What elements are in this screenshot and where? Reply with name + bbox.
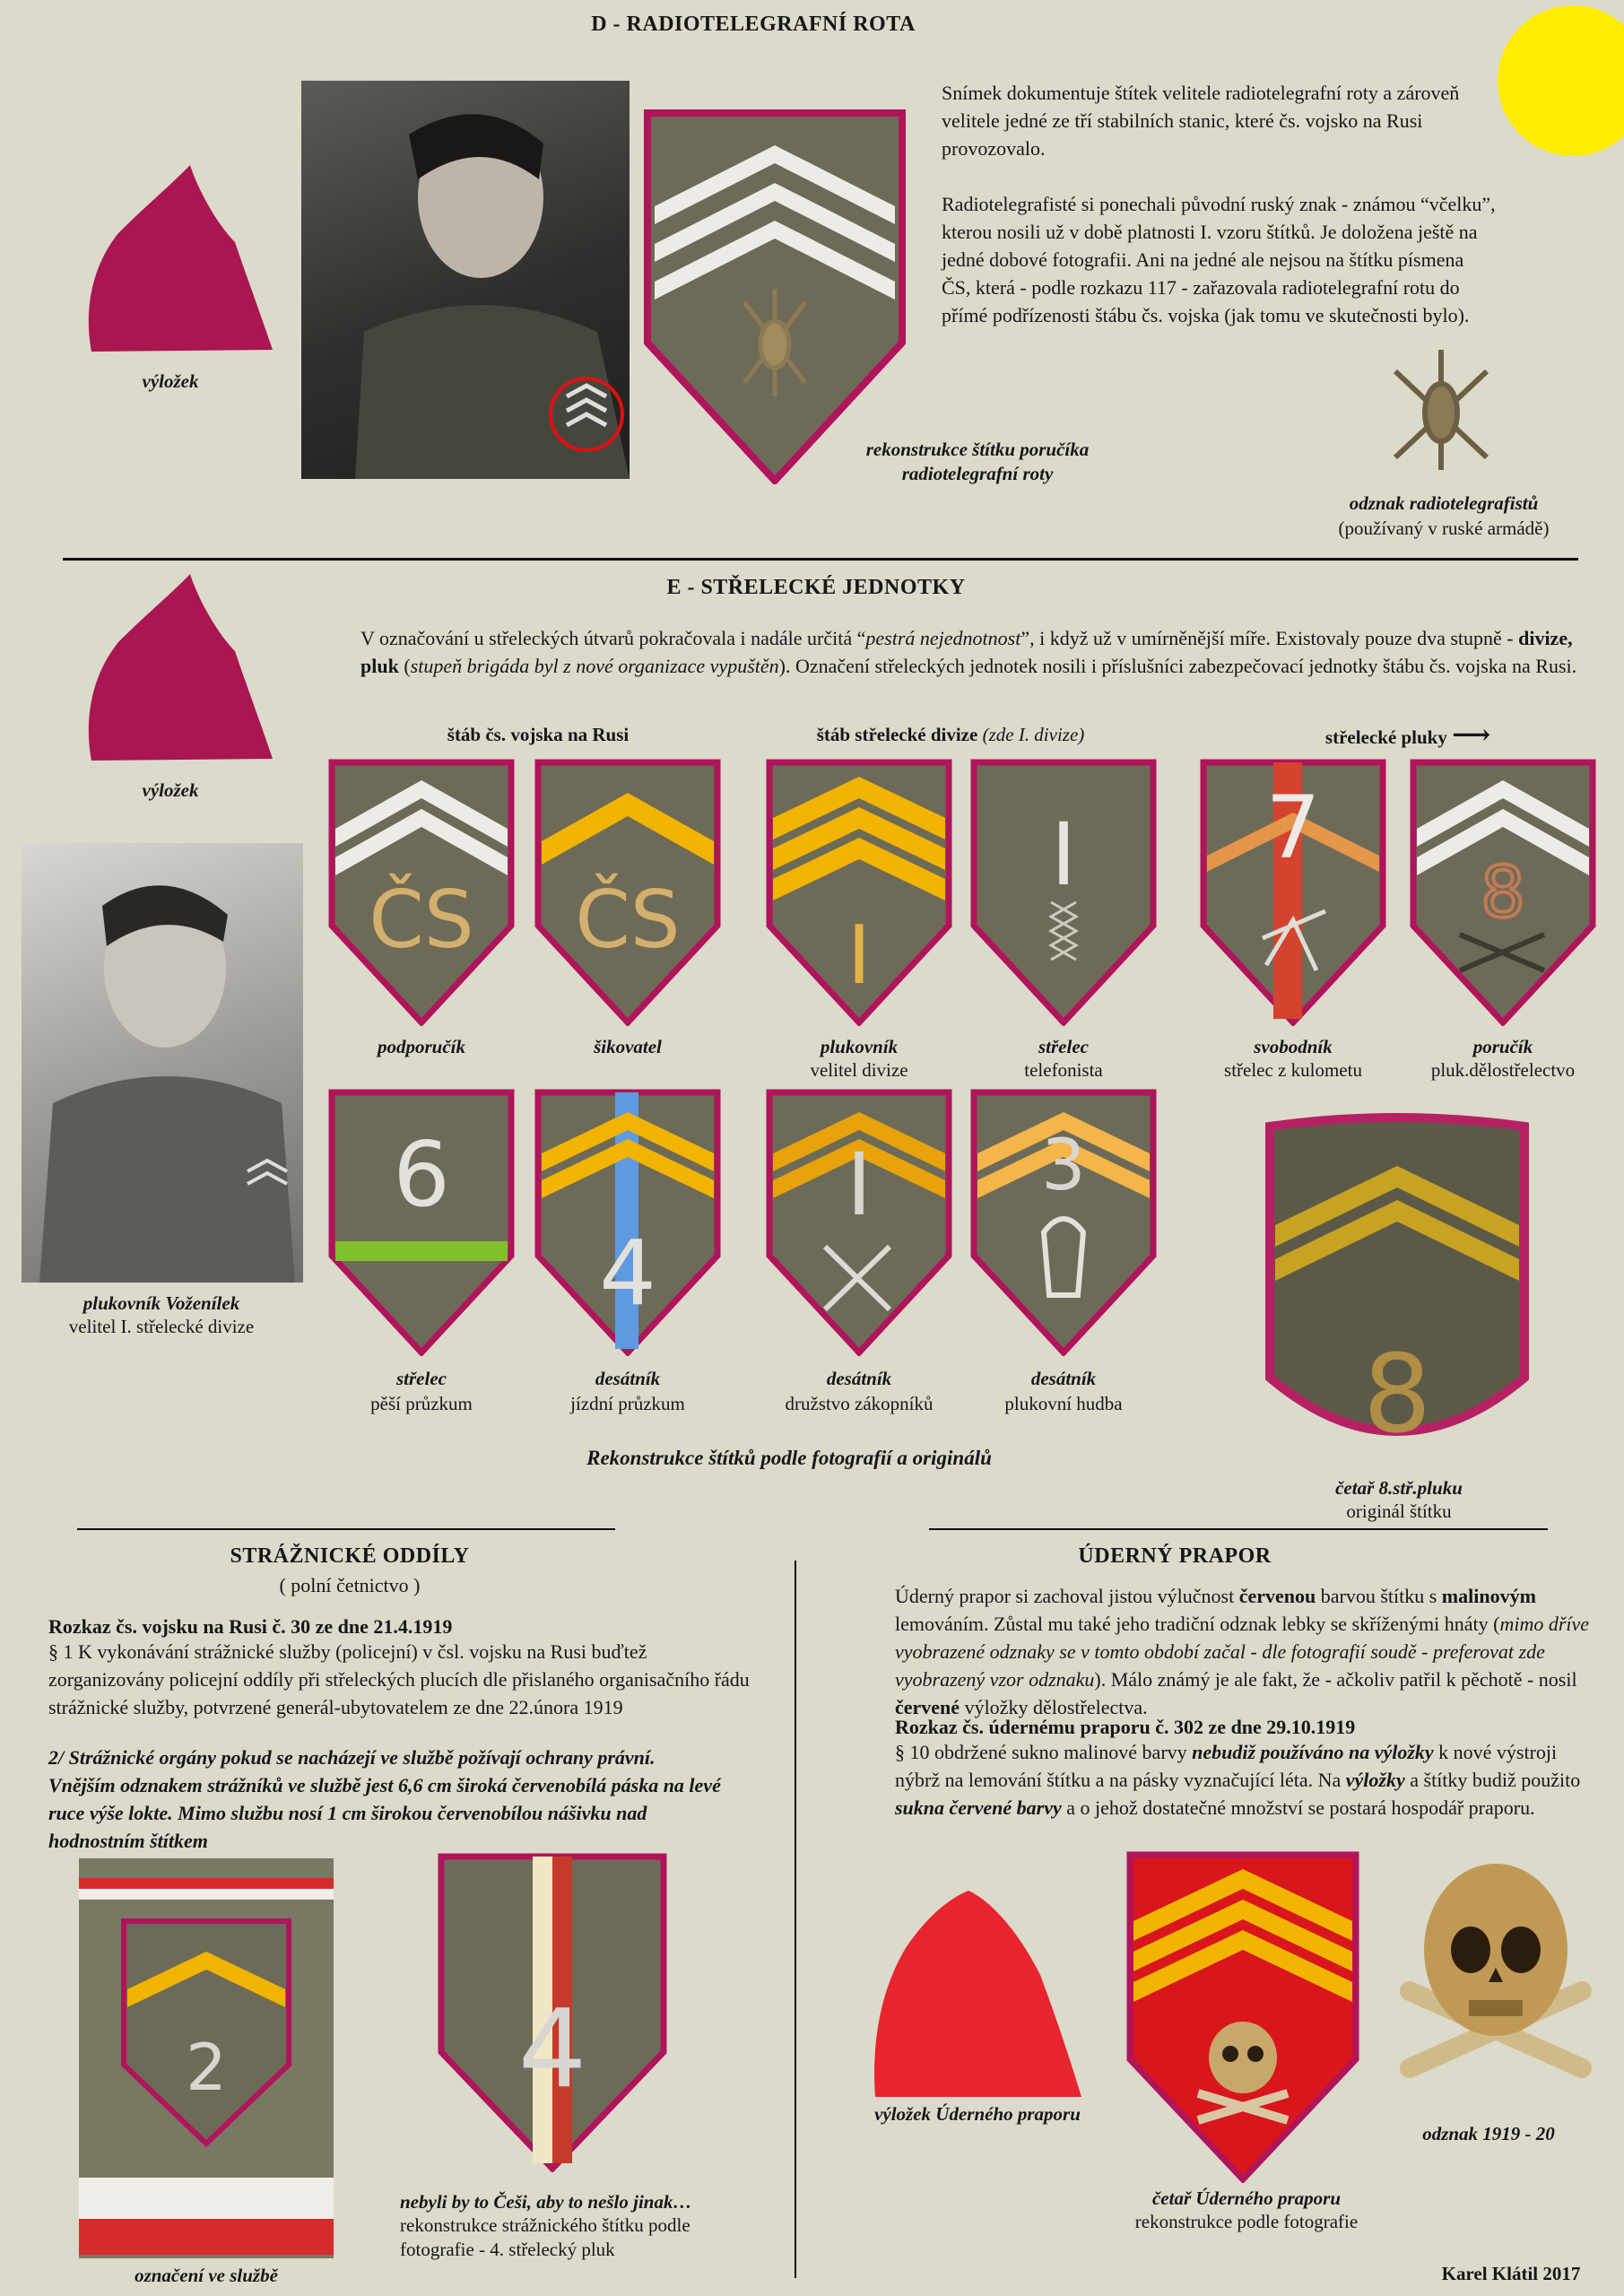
officer-photo: [301, 81, 630, 479]
vertical-divider: [795, 1561, 796, 2278]
svg-text:3: 3: [1041, 1126, 1086, 1206]
unit-caption: pěší průzkum: [370, 1393, 473, 1414]
svg-text:ČS: ČS: [575, 874, 681, 966]
patch-strelec-pruzkum: [328, 1089, 515, 1356]
skull-badge-icon: [1392, 1857, 1600, 2081]
rank-caption: šikovatel: [594, 1036, 662, 1057]
patch-plukovnik: [766, 759, 952, 1026]
svg-text:4: 4: [517, 1987, 587, 2112]
unit-caption: družstvo zákopníků: [785, 1393, 934, 1414]
section-d-paragraph-1: Snímek dokumentuje štítek velitele radiotelegrafní roty a zároveň velitele jedné ze tří stabilních stanic, které čs. vojsko na Rusi provozovalo.: [942, 82, 1460, 160]
patch-desatnik-hudba: [970, 1089, 1157, 1356]
guard-reconstruction-patch: [438, 1853, 667, 2172]
svg-text:2: 2: [186, 2030, 227, 2105]
svg-text:ČS: ČS: [369, 874, 474, 966]
svg-text:I: I: [1050, 804, 1077, 905]
rank-caption: střelec: [396, 1368, 447, 1389]
original-patch-photo: [1263, 1109, 1532, 1485]
assault-patch-caption-title: četař Úderného praporu: [1151, 2187, 1341, 2209]
section-divider: [63, 558, 1578, 561]
unit-caption: velitel divize: [810, 1059, 908, 1081]
unit-caption: jízdní průzkum: [570, 1393, 685, 1414]
section-e-intro: V označování u střeleckých útvarů pokračovala i nadále určitá “pestrá nejednotnost”, i když už v umírněnější míře. Existovaly pouze dva stupně - divize, pluk (stupeň brigáda byl z nové organizace vypuštěn). Označení střeleckých jednotek nosili i příslušníci zabezpečovací jednotky štábu čs. vojska na Rusi.: [360, 627, 1577, 677]
svg-text:I: I: [846, 1135, 873, 1235]
assault-patch: [1126, 1851, 1359, 2183]
column-heading-regiments: střelecké pluky ⟶: [1324, 720, 1491, 750]
section-d-paragraph-2: Radiotelegrafisté si ponechali původní ruský znak - známou “včelku”, kterou nosili už v době platnosti I. vzoru štítků. Je doložena ještě na jedné dobové fotografii. Ani na jedné ale nejsou na štítku písmena ČS, která - podle rozkazu 117 - zařazovala radiotelegrafní rotu do přímé podřízenosti štábu čs. vojska (jak tomu ve skutečnosti bylo).: [942, 193, 1496, 326]
rank-caption: plukovník: [820, 1036, 899, 1057]
arrow-right-icon: ⟶: [1452, 720, 1491, 750]
vylozek-label: výložek: [142, 370, 199, 392]
colonel-photo-caption-role: velitel I. střelecké divize: [68, 1316, 255, 1337]
reconstruction-note: Rekonstrukce štítků podle fotografií a originálů: [586, 1447, 992, 1469]
guard-title: STRÁŽNICKÉ ODDÍLY: [230, 1544, 470, 1568]
patch-sikovatel: [534, 759, 721, 1026]
radiotelegraph-patch: [644, 109, 906, 484]
assault-paragraph: Úderný prapor si zachoval jistou výlučnost červenou barvou štítku s malinovým lemováním. Zůstal mu také jeho tradiční odznak lebky se skříženými hnáty (mimo dříve vyobrazené odznaky se v tomto období začal - dle fotografií soudě - preferovat zde vyobrazený vzor odznaku). Málo známý je ale fakt, že - ačkoliv patřil k pěchotě - nosil červené výložky dělostřelectva.: [895, 1585, 1590, 1718]
svg-text:7: 7: [1265, 778, 1321, 878]
unit-caption: plukovní hudba: [1004, 1393, 1123, 1414]
assault-badge-caption: odznak 1919 - 20: [1422, 2123, 1555, 2144]
assault-divider: [929, 1528, 1548, 1530]
svg-text:8: 8: [1362, 1333, 1432, 1457]
patch-svobodnik: [1200, 759, 1386, 1026]
patch-porucik: [1410, 759, 1596, 1026]
guard-right-caption-note: rekonstrukce strážnického štítku podle fotografie - 4. střelecký pluk: [400, 2214, 690, 2260]
guard-divider: [77, 1528, 615, 1530]
guard-subtitle: ( polní četnictvo ): [279, 1574, 421, 1596]
section-d-title: D - RADIOTELEGRAFNÍ ROTA: [591, 13, 916, 36]
original-caption-note: originál štítku: [1346, 1500, 1452, 1522]
column-heading-division-staff: štáb střelecké divize (zde I. divize): [816, 724, 1085, 745]
guard-left-caption: označení ve službě: [135, 2265, 278, 2286]
rank-caption: střelec: [1038, 1036, 1089, 1057]
rank-caption: poručík: [1472, 1036, 1533, 1057]
radiotelegraph-badge-icon: [1385, 344, 1498, 475]
vylozek-label-e: výložek: [142, 779, 199, 801]
assault-title: ÚDERNÝ PRAPOR: [1078, 1544, 1272, 1568]
vylozek-shape: [83, 161, 275, 354]
rank-caption: desátník: [595, 1368, 661, 1389]
svg-text:4: 4: [599, 1221, 656, 1326]
badge-note: (používaný v ruské armádě): [1338, 517, 1550, 539]
colonel-photo: [22, 843, 303, 1283]
unit-caption: pluk.dělostřelectvo: [1430, 1059, 1576, 1081]
guard-service-patch: [79, 1858, 334, 2258]
yellow-marker-dot: [1498, 5, 1624, 156]
svg-text:I: I: [847, 909, 872, 1003]
assault-vylozek-caption: výložek Úderného praporu: [874, 2103, 1081, 2125]
patch-desatnik-zakopnici: [766, 1089, 952, 1356]
assault-order-title: Rozkaz čs. údernému praporu č. 302 ze dne 29.10.1919: [895, 1716, 1356, 1738]
colonel-photo-caption-name: plukovník Voženílek: [83, 1292, 240, 1314]
guard-right-caption-title: nebyli by to Češi, aby to nešlo jinak…: [400, 2191, 692, 2213]
guard-order-paragraph-2: 2/ Strážnické orgány pokud se nacházejí ve službě požívají ochrany právní. Vnějším odznakem strážníků ve službě jest 6,6 cm široká červenobílá páska na levé ruce výše lokte. Mimo službu nosí 1 cm širokou červenobílou nášivku nad hodnostním štítkem: [48, 1746, 721, 1852]
guard-order-title: Rozkaz čs. vojsku na Rusi č. 30 ze dne 21.4.1919: [48, 1615, 453, 1638]
assault-order-paragraph: § 10 obdržené sukno malinové barvy nebudiž používáno na výložky k nové výstroji nýbrž na lemování štítku a na pásky vyznačující léta. Na výložky a štítky budiž použito sukna červené barvy a o jehož dostatečné množství se postará hospodář praporu.: [895, 1741, 1581, 1819]
svg-text:6: 6: [393, 1122, 450, 1227]
guard-order-paragraph-1: § 1 K vykonávání strážnické služby (policejní) v čsl. vojsku na Rusi buďtež zorganizovány policejní oddíly při střeleckých plucích dle přislaného organisačního řádu strážnické služby, potvrzené generál-ubytovatelem ze dne 22.února 1919: [48, 1640, 750, 1718]
rank-caption: svobodník: [1254, 1036, 1333, 1057]
rank-caption: desátník: [826, 1368, 892, 1389]
rank-caption: desátník: [1030, 1368, 1097, 1389]
unit-caption: telefonista: [1024, 1059, 1103, 1081]
svg-text:8: 8: [1481, 853, 1525, 934]
author-credit: Karel Klátil 2017: [1441, 2263, 1581, 2284]
assault-patch-caption-note: rekonstrukce podle fotografie: [1134, 2211, 1359, 2232]
patch-desatnik-jizdni: [534, 1089, 721, 1356]
assault-vylozek-shape: [870, 1885, 1085, 2100]
section-e-title: E - STŘELECKÉ JEDNOTKY: [666, 576, 966, 599]
rank-caption: podporučík: [377, 1036, 465, 1057]
vylozek-shape-e: [83, 570, 275, 763]
unit-caption: střelec z kulometu: [1224, 1059, 1362, 1081]
patch-caption: rekonstrukce štítku poručíka radiotelegrafní roty: [865, 439, 1090, 484]
original-caption-title: četař 8.stř.pluku: [1335, 1477, 1463, 1499]
column-heading-army-staff: štáb čs. vojska na Rusi: [447, 724, 630, 745]
patch-podporucik: [328, 759, 515, 1026]
patch-strelec-telefonista: [970, 759, 1157, 1026]
badge-title: odznak radiotelegrafistů: [1349, 492, 1539, 514]
